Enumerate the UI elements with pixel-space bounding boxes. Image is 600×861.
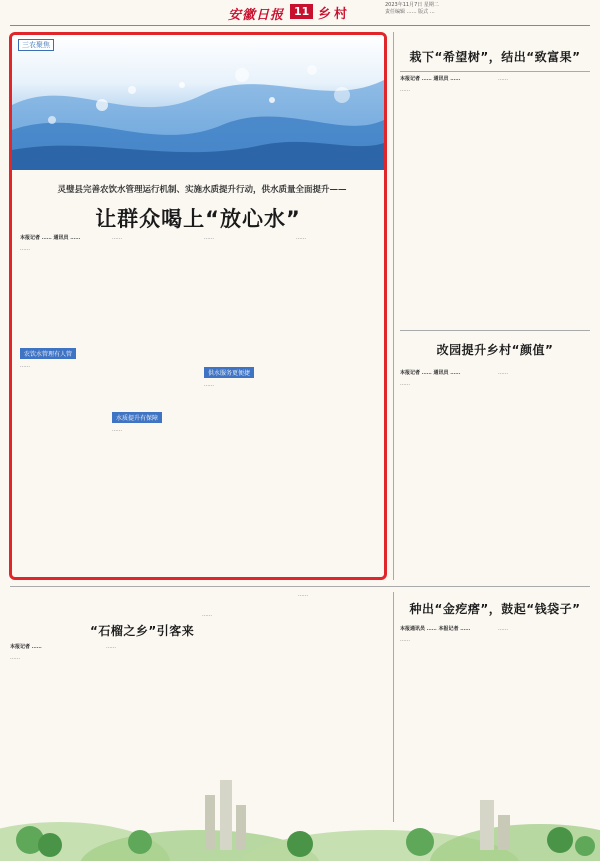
article-column	[298, 592, 386, 777]
article-headline: “石榴之乡”引客来	[90, 624, 195, 638]
feature-article	[9, 32, 387, 580]
feature-subhead-3: 供水服务更便捷	[204, 367, 254, 378]
article-byline: 本报记者 …… 通讯员 ……	[400, 370, 461, 376]
header-editors: 责任编辑 …… 版式 …	[385, 9, 435, 15]
body-text: ……	[112, 427, 122, 433]
divider	[400, 330, 590, 331]
body-text: ……	[400, 637, 410, 643]
column-divider	[393, 32, 394, 580]
feature-headline: 让群众喝上“放心水”	[95, 207, 301, 231]
article-byline: 本报记者 ……	[10, 644, 42, 650]
article-column	[400, 76, 492, 347]
article-column	[498, 76, 590, 346]
article-headline: 改园提升乡村“颜值”	[436, 343, 554, 357]
body-text: ……	[498, 76, 508, 82]
feature-tag: 三农聚焦	[18, 39, 54, 51]
body-text: ……	[298, 592, 308, 598]
article-headline: 栽下“希望树”，结出“致富果”	[409, 50, 581, 64]
body-text: ……	[400, 87, 410, 93]
divider	[400, 71, 590, 72]
article-column	[10, 644, 98, 785]
article-column	[106, 644, 194, 774]
bottom-divider	[10, 586, 590, 587]
article-column	[498, 370, 590, 565]
body-text: ……	[498, 626, 508, 632]
body-text: ……	[106, 644, 116, 650]
feature-subhead-2: 水质提升有保障	[112, 412, 162, 423]
article-column	[400, 370, 492, 566]
body-text: ……	[204, 382, 214, 388]
body-text: ……	[204, 235, 214, 241]
water-banner-image	[12, 35, 384, 170]
masthead: 安徽日报	[228, 8, 285, 23]
article-column	[202, 612, 290, 772]
body-text: ……	[10, 655, 20, 661]
landscape-illustration	[0, 770, 600, 861]
article-byline: 本报通讯员 …… 本报记者 ……	[400, 626, 471, 632]
section-title: 乡村	[318, 7, 351, 22]
body-text: ……	[498, 370, 508, 376]
body-text: ……	[296, 235, 306, 241]
feature-byline: 本报记者 …… 通讯员 ……	[20, 235, 81, 241]
body-text: ……	[400, 381, 410, 387]
body-text: ……	[112, 235, 122, 241]
feature-column-3	[204, 235, 289, 575]
article-headline: 种出“金疙瘩”，鼓起“钱袋子”	[409, 602, 581, 616]
feature-subhead-1: 农饮水管理有人管	[20, 348, 76, 359]
feature-column-4	[296, 235, 376, 575]
feature-kicker: 灵璧县完善农饮水管理运行机制、实施水质提升行动，供水质量全面提升——	[57, 185, 347, 195]
article-byline: 本报记者 …… 通讯员 ……	[400, 76, 461, 82]
body-text: ……	[20, 246, 30, 252]
header-rule	[10, 25, 590, 26]
water-splash-graphic	[12, 35, 384, 170]
feature-column-2	[112, 235, 197, 575]
body-text: ……	[20, 363, 30, 369]
header-date: 2023年11月7日 星期二	[385, 2, 439, 8]
article-hope-tree	[400, 34, 590, 354]
page-number: 11	[290, 4, 313, 19]
header-info	[385, 2, 439, 16]
body-text: ……	[202, 612, 212, 618]
feature-column-1	[20, 235, 105, 575]
page-header	[0, 0, 600, 28]
article-rural-looks	[400, 330, 590, 570]
